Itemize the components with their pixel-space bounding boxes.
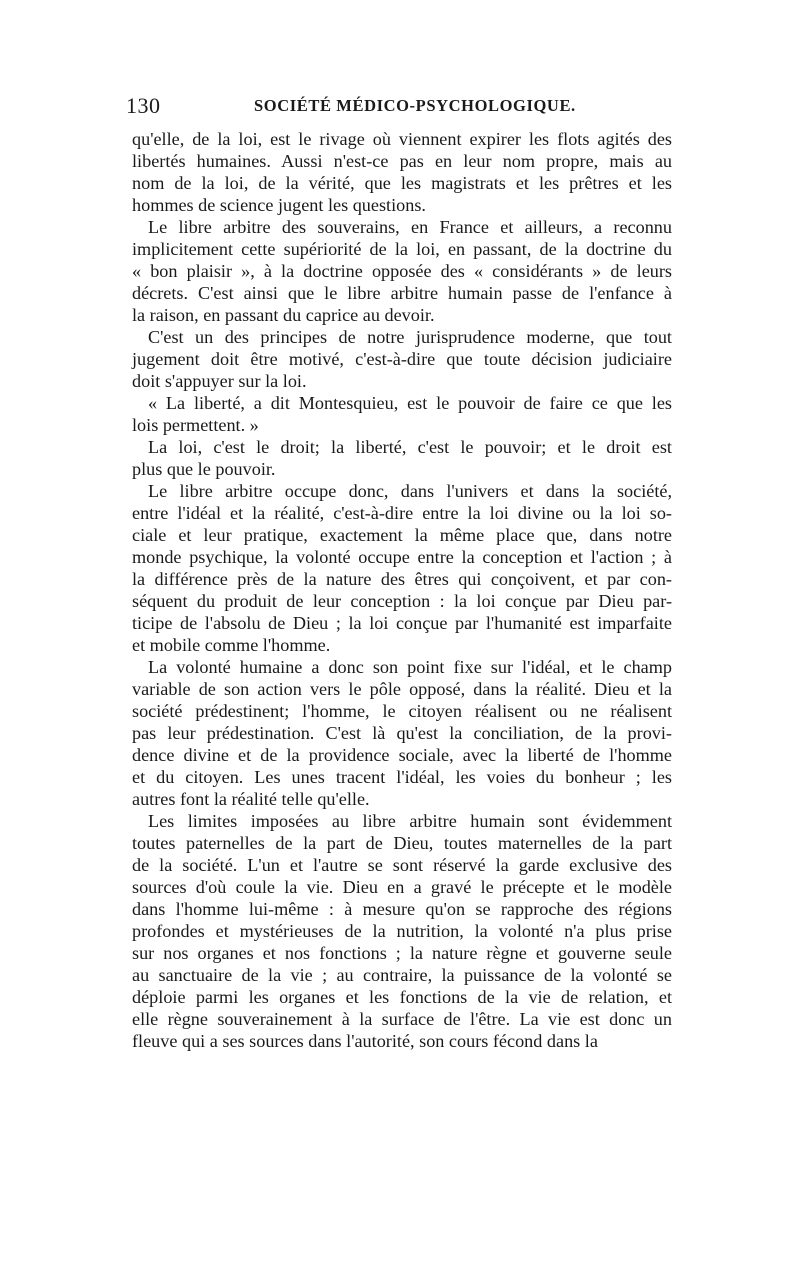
- text-line: profondes et mystérieuses de la nutrition, la volonté n'a plus prise: [132, 921, 672, 941]
- text-line: la raison, en passant du caprice au devoir.: [132, 305, 435, 325]
- paragraph: [132, 326, 672, 392]
- text-line: société prédestinent; l'homme, le citoyen réalisent ou ne réalisent: [132, 701, 672, 721]
- text-line: C'est un des principes de notre jurisprudence moderne, que tout: [148, 327, 672, 347]
- text-line: doit s'appuyer sur la loi.: [132, 371, 307, 391]
- text-line: la différence près de la nature des êtres qui conçoivent, et par con-: [132, 569, 672, 589]
- text-line: implicitement cette supériorité de la loi, en passant, de la doctrine du: [132, 239, 672, 259]
- text-line: décrets. C'est ainsi que le libre arbitre humain passe de l'enfance à: [132, 283, 672, 303]
- body-text: [132, 128, 672, 1052]
- text-line: « La liberté, a dit Montesquieu, est le pouvoir de faire ce que les: [148, 393, 672, 413]
- page-header: [126, 93, 674, 123]
- text-line: monde psychique, la volonté occupe entre la conception et l'action ; à: [132, 547, 672, 567]
- text-line: variable de son action vers le pôle opposé, dans la réalité. Dieu et la: [132, 679, 672, 699]
- text-line: et mobile comme l'homme.: [132, 635, 331, 655]
- paragraph: [132, 216, 672, 326]
- running-head: SOCIÉTÉ MÉDICO-PSYCHOLOGIQUE.: [254, 96, 576, 115]
- text-line: lois permettent. »: [132, 415, 259, 435]
- text-line: ciale et leur pratique, exactement la même place que, dans notre: [132, 525, 672, 545]
- text-line: dence divine et de la providence sociale, avec la liberté de l'homme: [132, 745, 672, 765]
- text-line: au sanctuaire de la vie ; au contraire, la puissance de la volonté se: [132, 965, 672, 985]
- text-line: sur nos organes et nos fonctions ; la nature règne et gouverne seule: [132, 943, 672, 963]
- paragraph: [132, 656, 672, 810]
- text-line: jugement doit être motivé, c'est-à-dire que toute décision judiciaire: [132, 349, 672, 369]
- text-line: plus que le pouvoir.: [132, 459, 276, 479]
- text-line: de la société. L'un et l'autre se sont réservé la garde exclusive des: [132, 855, 672, 875]
- text-line: Le libre arbitre des souverains, en France et ailleurs, a reconnu: [148, 217, 672, 237]
- text-line: qu'elle, de la loi, est le rivage où viennent expirer les flots agités des: [132, 129, 672, 149]
- text-line: « bon plaisir », à la doctrine opposée des « considérants » de leurs: [132, 261, 672, 281]
- text-line: hommes de science jugent les questions.: [132, 195, 426, 215]
- paragraph: [132, 436, 672, 480]
- text-line: entre l'idéal et la réalité, c'est-à-dire entre la loi divine ou la loi so-: [132, 503, 672, 523]
- text-line: ticipe de l'absolu de Dieu ; la loi conçue par l'humanité est imparfaite: [132, 613, 672, 633]
- paragraph: [132, 392, 672, 436]
- text-line: libertés humaines. Aussi n'est-ce pas en leur nom propre, mais au: [132, 151, 672, 171]
- page-number: 130: [126, 93, 161, 118]
- text-line: Les limites imposées au libre arbitre humain sont évidemment: [148, 811, 672, 831]
- text-line: fleuve qui a ses sources dans l'autorité, son cours fécond dans la: [132, 1031, 598, 1051]
- text-line: La loi, c'est le droit; la liberté, c'est le pouvoir; et le droit est: [148, 437, 672, 457]
- text-line: La volonté humaine a donc son point fixe sur l'idéal, et le champ: [148, 657, 672, 677]
- paragraph: [132, 480, 672, 656]
- text-line: séquent du produit de leur conception : la loi conçue par Dieu par-: [132, 591, 672, 611]
- text-line: autres font la réalité telle qu'elle.: [132, 789, 370, 809]
- text-line: pas leur prédestination. C'est là qu'est la conciliation, de la provi-: [132, 723, 672, 743]
- text-line: sources d'où coule la vie. Dieu en a gravé le précepte et le modèle: [132, 877, 672, 897]
- text-line: dans l'homme lui-même : à mesure qu'on se rapproche des régions: [132, 899, 672, 919]
- text-line: nom de la loi, de la vérité, que les magistrats et les prêtres et les: [132, 173, 672, 193]
- paragraph: [132, 810, 672, 1052]
- text-line: Le libre arbitre occupe donc, dans l'univers et dans la société,: [148, 481, 672, 501]
- text-line: toutes paternelles de la part de Dieu, toutes maternelles de la part: [132, 833, 672, 853]
- text-line: et du citoyen. Les unes tracent l'idéal, les voies du bonheur ; les: [132, 767, 672, 787]
- paragraph: [132, 128, 672, 216]
- text-line: déploie parmi les organes et les fonctions de la vie de relation, et: [132, 987, 672, 1007]
- text-line: elle règne souverainement à la surface de l'être. La vie est donc un: [132, 1009, 672, 1029]
